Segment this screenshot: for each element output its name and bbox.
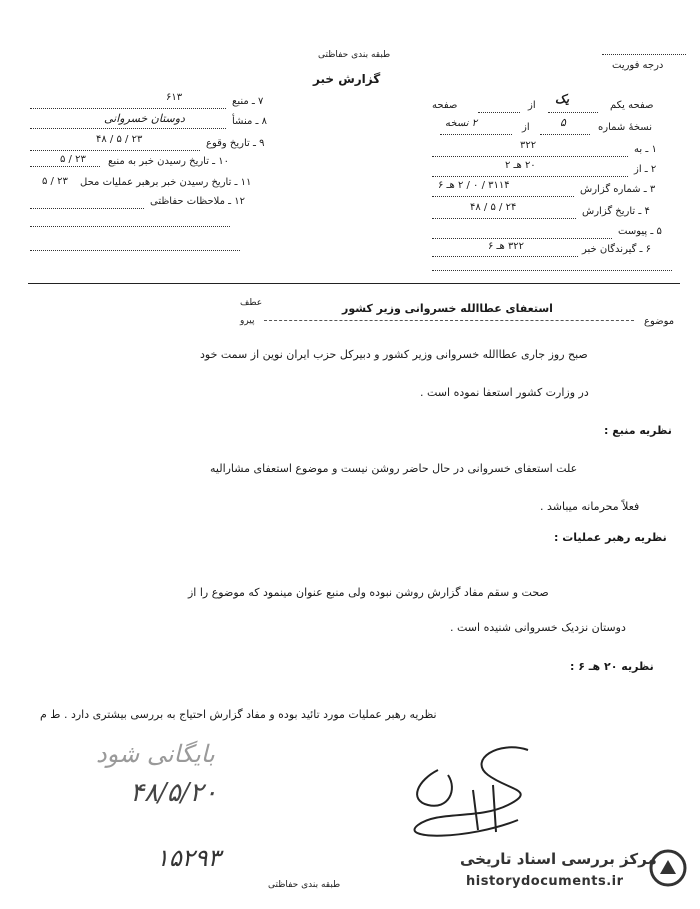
field-event-date-label: ۹ ـ تاریخ وقوع [206,138,265,149]
top-stamp [262,6,372,32]
bottom-stamp [268,850,358,874]
field-line [432,196,574,197]
field-line [30,226,230,227]
field-from-value: ۲۰ هـ ۲ [505,160,536,171]
body-line: در وزارت کشور استعفا نموده است . [420,386,589,399]
archive-number: ۱۵۲۹۳ [156,844,221,872]
field-line [548,112,598,113]
field-line [30,208,144,209]
watermark-url: historydocuments.ir [466,874,624,889]
field-line [540,134,590,135]
field-source-received-value: ۵ / ۲۳ [60,154,86,165]
field-line [30,150,200,151]
field-attachment-label: ۵ ـ پیوست [618,226,662,237]
field-line [432,256,578,257]
field-report-no-value: ۳۱۱۴ / ۰ / ۲ هـ ۶ [438,180,510,191]
field-report-date-value: ۴۸ / ۵ / ۲۴ [470,202,517,213]
field-line [30,166,100,167]
classification-top: طبقه بندی حفاظتی [318,50,391,60]
archive-note: بایگانی شود [96,740,215,768]
urgency-label: درجه فوریت [612,60,664,71]
field-source-received-label: ۱۰ ـ تاریخ رسیدن خبر به منبع [108,156,230,167]
field-line [432,270,672,271]
field-page-of: از [528,100,536,111]
side-label-ref: عطف [240,298,263,308]
field-origin-value: دوستان خسروانی [104,112,185,125]
body-line: علت استعفای خسروانی در حال حاضر روشن نیست و موضوع استعفای مشارالیه [210,462,578,475]
field-line [478,112,520,113]
body-heading-source: نظریه منبع : [604,424,672,437]
side-label-follow: پیرو [240,316,255,326]
field-line [432,156,628,157]
subject-value: استعفای عطاالله خسروانی وزیر کشور [342,302,553,315]
field-to-value: ۳۲۲ [520,140,537,151]
archive-date: ۴۸/۵/۲۰ [130,778,218,808]
subject-label: موضوع [644,316,675,327]
body-line: صبح روز جاری عطاالله خسروانی وزیر کشور و دبیرکل حزب ایران نوین از سمت خود [200,348,588,361]
field-event-date-value: ۴۸ / ۵ / ۲۳ [96,134,143,145]
urgency-line [602,54,686,55]
subject-underline [264,320,634,321]
body-line: نظریه رهبر عملیات مورد تائید بوده و مفاد گزارش احتیاج به بررسی بیشتری دارد . ط م [40,708,437,721]
field-line [440,134,512,135]
page-title: گزارش خبر [313,72,381,86]
watermark [420,842,698,909]
body-heading-leader: نظریه رهبر عملیات : [554,531,667,544]
field-to-label: ۱ ـ به [634,144,657,155]
field-security-notes-label: ۱۲ ـ ملاحظات حفاظتی [150,196,245,207]
body-line: صحت و سقم مفاد گزارش روشن نبوده ولی منبع عنوان مینمود که موضوع را از [188,586,549,599]
field-line [432,218,576,219]
field-source-value: ۶۱۳ [166,92,183,103]
field-copy-value-b: ۲ نسخه [445,118,478,129]
field-recipients-value: ۳۲۲ هـ ۶ [488,241,525,252]
header-separator [28,283,680,284]
field-leader-received-label: ۱۱ ـ تاریخ رسیدن خبر برهبر عملیات محل [80,177,252,188]
body-line: فعلاً محرمانه میباشد . [540,500,640,513]
field-line [432,238,612,239]
field-leader-received-value: ۵ / ۲۳ [42,176,68,187]
watermark-title: مرکز بررسی اسناد تاریخی [460,850,657,868]
field-line [432,176,628,177]
field-page-label: صفحه یکم [610,100,654,111]
field-origin-label: ۸ ـ منشأ [232,116,268,127]
signature-image [378,730,558,850]
field-line [30,128,226,129]
field-copy-of: از [522,122,530,133]
body-heading-unit: نظریه ۲۰ هـ ۶ : [570,660,654,673]
field-line [30,250,240,251]
field-report-no-label: ۳ ـ شماره گزارش [580,184,656,195]
watermark-logo-icon [648,848,688,888]
field-recipients-label: ۶ ـ گیرندگان خبر [582,244,652,255]
field-copy-value-a: ۵ [560,116,566,129]
field-line [30,108,226,109]
field-report-date-label: ۴ ـ تاریخ گزارش [582,206,650,217]
field-from-label: ۲ ـ از [634,164,657,175]
field-page-suffix: صفحه [432,100,458,111]
classification-bottom: طبقه بندی حفاظتی [268,880,341,890]
body-line: دوستان نزدیک خسروانی شنیده است . [450,621,626,634]
field-page-value: یک [555,92,570,106]
field-copy-label: نسخهٔ شماره [598,122,652,133]
field-source-label: ۷ ـ منبع [232,96,264,107]
